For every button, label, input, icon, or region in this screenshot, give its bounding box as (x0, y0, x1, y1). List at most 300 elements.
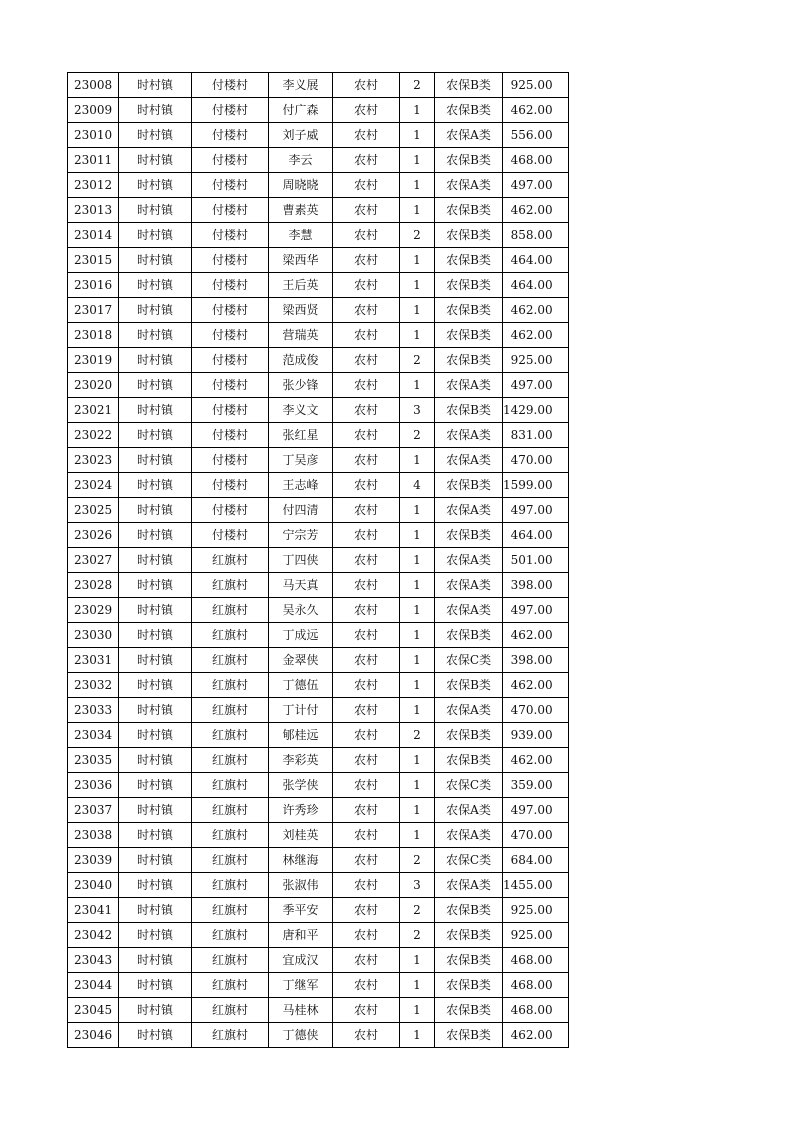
record-id-cell: 23017 (68, 298, 119, 323)
village-cell: 付楼村 (192, 523, 269, 548)
town-cell: 时村镇 (119, 323, 192, 348)
person-name-cell: 付四清 (269, 498, 333, 523)
amount-cell: 464.00 (503, 273, 569, 298)
town-cell: 时村镇 (119, 173, 192, 198)
household-type-cell: 农村 (333, 773, 400, 798)
record-id-cell: 23025 (68, 498, 119, 523)
village-cell: 红旗村 (192, 623, 269, 648)
record-id-cell: 23046 (68, 1023, 119, 1048)
village-cell: 红旗村 (192, 573, 269, 598)
record-id-cell: 23036 (68, 773, 119, 798)
person-name-cell: 郇桂远 (269, 723, 333, 748)
household-type-cell: 农村 (333, 598, 400, 623)
person-name-cell: 范成俊 (269, 348, 333, 373)
household-type-cell: 农村 (333, 998, 400, 1023)
household-type-cell: 农村 (333, 698, 400, 723)
town-cell: 时村镇 (119, 148, 192, 173)
amount-cell: 501.00 (503, 548, 569, 573)
amount-cell: 468.00 (503, 973, 569, 998)
amount-cell: 398.00 (503, 648, 569, 673)
record-id-cell: 23020 (68, 373, 119, 398)
member-count-cell: 1 (400, 498, 435, 523)
record-id-cell: 23032 (68, 673, 119, 698)
village-cell: 付楼村 (192, 373, 269, 398)
person-name-cell: 吴永久 (269, 598, 333, 623)
household-type-cell: 农村 (333, 748, 400, 773)
insurance-class-cell: 农保A类 (435, 423, 503, 448)
household-type-cell: 农村 (333, 223, 400, 248)
household-type-cell: 农村 (333, 123, 400, 148)
household-type-cell: 农村 (333, 148, 400, 173)
town-cell: 时村镇 (119, 98, 192, 123)
person-name-cell: 马天真 (269, 573, 333, 598)
table-row (68, 198, 569, 223)
amount-cell: 939.00 (503, 723, 569, 748)
amount-cell: 462.00 (503, 298, 569, 323)
town-cell: 时村镇 (119, 523, 192, 548)
town-cell: 时村镇 (119, 598, 192, 623)
amount-cell: 684.00 (503, 848, 569, 873)
village-cell: 付楼村 (192, 273, 269, 298)
person-name-cell: 曹素英 (269, 198, 333, 223)
household-type-cell: 农村 (333, 848, 400, 873)
person-name-cell: 李云 (269, 148, 333, 173)
record-id-cell: 23015 (68, 248, 119, 273)
person-name-cell: 马桂林 (269, 998, 333, 1023)
record-id-cell: 23035 (68, 748, 119, 773)
village-cell: 红旗村 (192, 848, 269, 873)
village-cell: 红旗村 (192, 873, 269, 898)
table-row (68, 623, 569, 648)
village-cell: 付楼村 (192, 73, 269, 98)
person-name-cell: 林继海 (269, 848, 333, 873)
household-type-cell: 农村 (333, 898, 400, 923)
town-cell: 时村镇 (119, 473, 192, 498)
member-count-cell: 4 (400, 473, 435, 498)
village-cell: 红旗村 (192, 948, 269, 973)
table-row (68, 423, 569, 448)
person-name-cell: 周晓晓 (269, 173, 333, 198)
member-count-cell: 2 (400, 848, 435, 873)
member-count-cell: 2 (400, 898, 435, 923)
member-count-cell: 1 (400, 523, 435, 548)
table-row (68, 573, 569, 598)
amount-cell: 497.00 (503, 498, 569, 523)
person-name-cell: 梁西华 (269, 248, 333, 273)
person-name-cell: 唐和平 (269, 923, 333, 948)
record-id-cell: 23008 (68, 73, 119, 98)
member-count-cell: 1 (400, 623, 435, 648)
record-id-cell: 23029 (68, 598, 119, 623)
record-id-cell: 23013 (68, 198, 119, 223)
table-row (68, 473, 569, 498)
town-cell: 时村镇 (119, 798, 192, 823)
amount-cell: 497.00 (503, 598, 569, 623)
member-count-cell: 1 (400, 273, 435, 298)
village-cell: 付楼村 (192, 423, 269, 448)
member-count-cell: 1 (400, 98, 435, 123)
village-cell: 付楼村 (192, 98, 269, 123)
household-type-cell: 农村 (333, 723, 400, 748)
village-cell: 红旗村 (192, 973, 269, 998)
insurance-class-cell: 农保A类 (435, 498, 503, 523)
village-cell: 付楼村 (192, 448, 269, 473)
person-name-cell: 丁四侠 (269, 548, 333, 573)
amount-cell: 464.00 (503, 248, 569, 273)
insurance-class-cell: 农保B类 (435, 473, 503, 498)
town-cell: 时村镇 (119, 923, 192, 948)
table-row (68, 98, 569, 123)
town-cell: 时村镇 (119, 948, 192, 973)
insurance-class-cell: 农保B类 (435, 948, 503, 973)
household-type-cell: 农村 (333, 923, 400, 948)
household-type-cell: 农村 (333, 173, 400, 198)
amount-cell: 556.00 (503, 123, 569, 148)
member-count-cell: 2 (400, 423, 435, 448)
person-name-cell: 丁计付 (269, 698, 333, 723)
household-type-cell: 农村 (333, 673, 400, 698)
insurance-class-cell: 农保B类 (435, 98, 503, 123)
village-cell: 红旗村 (192, 698, 269, 723)
village-cell: 付楼村 (192, 348, 269, 373)
table-row (68, 1023, 569, 1048)
table-row (68, 798, 569, 823)
record-id-cell: 23009 (68, 98, 119, 123)
village-cell: 付楼村 (192, 323, 269, 348)
insurance-class-cell: 农保B类 (435, 398, 503, 423)
table-row (68, 398, 569, 423)
insurance-class-cell: 农保A类 (435, 598, 503, 623)
insurance-class-cell: 农保A类 (435, 698, 503, 723)
village-cell: 红旗村 (192, 998, 269, 1023)
table-row (68, 723, 569, 748)
amount-cell: 925.00 (503, 923, 569, 948)
person-name-cell: 季平安 (269, 898, 333, 923)
town-cell: 时村镇 (119, 498, 192, 523)
insurance-class-cell: 农保B类 (435, 323, 503, 348)
record-id-cell: 23040 (68, 873, 119, 898)
town-cell: 时村镇 (119, 198, 192, 223)
insurance-class-cell: 农保B类 (435, 298, 503, 323)
person-name-cell: 丁成远 (269, 623, 333, 648)
amount-cell: 925.00 (503, 898, 569, 923)
amount-cell: 497.00 (503, 798, 569, 823)
town-cell: 时村镇 (119, 623, 192, 648)
table-row (68, 273, 569, 298)
insurance-class-cell: 农保B类 (435, 523, 503, 548)
town-cell: 时村镇 (119, 73, 192, 98)
household-type-cell: 农村 (333, 1023, 400, 1048)
amount-cell: 359.00 (503, 773, 569, 798)
village-cell: 付楼村 (192, 473, 269, 498)
person-name-cell: 刘桂英 (269, 823, 333, 848)
record-id-cell: 23038 (68, 823, 119, 848)
table-row (68, 173, 569, 198)
town-cell: 时村镇 (119, 998, 192, 1023)
town-cell: 时村镇 (119, 373, 192, 398)
member-count-cell: 1 (400, 1023, 435, 1048)
table-row (68, 698, 569, 723)
table-row (68, 123, 569, 148)
village-cell: 付楼村 (192, 223, 269, 248)
insurance-class-cell: 农保B类 (435, 748, 503, 773)
insurance-class-cell: 农保C类 (435, 848, 503, 873)
amount-cell: 464.00 (503, 523, 569, 548)
town-cell: 时村镇 (119, 748, 192, 773)
member-count-cell: 1 (400, 748, 435, 773)
person-name-cell: 丁继军 (269, 973, 333, 998)
amount-cell: 462.00 (503, 1023, 569, 1048)
town-cell: 时村镇 (119, 223, 192, 248)
town-cell: 时村镇 (119, 723, 192, 748)
table-row (68, 223, 569, 248)
member-count-cell: 1 (400, 548, 435, 573)
village-cell: 红旗村 (192, 648, 269, 673)
insurance-class-cell: 农保B类 (435, 248, 503, 273)
town-cell: 时村镇 (119, 848, 192, 873)
table-row (68, 73, 569, 98)
household-type-cell: 农村 (333, 523, 400, 548)
village-cell: 红旗村 (192, 598, 269, 623)
record-id-cell: 23045 (68, 998, 119, 1023)
household-type-cell: 农村 (333, 498, 400, 523)
person-name-cell: 梁西贤 (269, 298, 333, 323)
town-cell: 时村镇 (119, 298, 192, 323)
insurance-class-cell: 农保B类 (435, 923, 503, 948)
member-count-cell: 1 (400, 698, 435, 723)
record-id-cell: 23034 (68, 723, 119, 748)
town-cell: 时村镇 (119, 898, 192, 923)
household-type-cell: 农村 (333, 73, 400, 98)
member-count-cell: 1 (400, 648, 435, 673)
village-cell: 红旗村 (192, 823, 269, 848)
insurance-class-cell: 农保B类 (435, 973, 503, 998)
record-id-cell: 23022 (68, 423, 119, 448)
town-cell: 时村镇 (119, 698, 192, 723)
household-type-cell: 农村 (333, 948, 400, 973)
member-count-cell: 1 (400, 773, 435, 798)
person-name-cell: 宜成汉 (269, 948, 333, 973)
record-id-cell: 23033 (68, 698, 119, 723)
table-row (68, 898, 569, 923)
member-count-cell: 1 (400, 323, 435, 348)
town-cell: 时村镇 (119, 773, 192, 798)
amount-cell: 462.00 (503, 748, 569, 773)
household-type-cell: 农村 (333, 248, 400, 273)
record-id-cell: 23010 (68, 123, 119, 148)
person-name-cell: 丁吴彦 (269, 448, 333, 473)
record-id-cell: 23021 (68, 398, 119, 423)
household-type-cell: 农村 (333, 98, 400, 123)
amount-cell: 468.00 (503, 148, 569, 173)
amount-cell: 1599.00 (503, 473, 569, 498)
table-row (68, 298, 569, 323)
insurance-class-cell: 农保B类 (435, 73, 503, 98)
record-id-cell: 23019 (68, 348, 119, 373)
record-id-cell: 23030 (68, 623, 119, 648)
person-name-cell: 李义展 (269, 73, 333, 98)
person-name-cell: 李义文 (269, 398, 333, 423)
person-name-cell: 丁德侠 (269, 1023, 333, 1048)
record-id-cell: 23027 (68, 548, 119, 573)
household-type-cell: 农村 (333, 873, 400, 898)
record-id-cell: 23023 (68, 448, 119, 473)
village-cell: 付楼村 (192, 173, 269, 198)
insurance-class-cell: 农保A类 (435, 123, 503, 148)
amount-cell: 470.00 (503, 823, 569, 848)
amount-cell: 470.00 (503, 448, 569, 473)
table-row (68, 373, 569, 398)
person-name-cell: 张红星 (269, 423, 333, 448)
person-name-cell: 张学侠 (269, 773, 333, 798)
member-count-cell: 1 (400, 448, 435, 473)
village-cell: 付楼村 (192, 398, 269, 423)
person-name-cell: 王后英 (269, 273, 333, 298)
amount-cell: 925.00 (503, 348, 569, 373)
member-count-cell: 1 (400, 973, 435, 998)
member-count-cell: 2 (400, 223, 435, 248)
village-cell: 红旗村 (192, 773, 269, 798)
table-row (68, 498, 569, 523)
insurance-class-cell: 农保A类 (435, 573, 503, 598)
table-row (68, 548, 569, 573)
person-name-cell: 丁德伍 (269, 673, 333, 698)
village-cell: 付楼村 (192, 248, 269, 273)
insurance-class-cell: 农保B类 (435, 623, 503, 648)
town-cell: 时村镇 (119, 248, 192, 273)
amount-cell: 462.00 (503, 198, 569, 223)
household-type-cell: 农村 (333, 798, 400, 823)
record-id-cell: 23028 (68, 573, 119, 598)
person-name-cell: 付广森 (269, 98, 333, 123)
household-type-cell: 农村 (333, 398, 400, 423)
household-type-cell: 农村 (333, 573, 400, 598)
record-id-cell: 23043 (68, 948, 119, 973)
records-table (67, 72, 569, 1048)
town-cell: 时村镇 (119, 348, 192, 373)
table-row (68, 598, 569, 623)
town-cell: 时村镇 (119, 123, 192, 148)
town-cell: 时村镇 (119, 973, 192, 998)
town-cell: 时村镇 (119, 573, 192, 598)
member-count-cell: 2 (400, 723, 435, 748)
member-count-cell: 1 (400, 998, 435, 1023)
town-cell: 时村镇 (119, 823, 192, 848)
household-type-cell: 农村 (333, 373, 400, 398)
household-type-cell: 农村 (333, 198, 400, 223)
amount-cell: 468.00 (503, 948, 569, 973)
household-type-cell: 农村 (333, 473, 400, 498)
town-cell: 时村镇 (119, 873, 192, 898)
village-cell: 付楼村 (192, 498, 269, 523)
insurance-class-cell: 农保B类 (435, 673, 503, 698)
insurance-class-cell: 农保A类 (435, 548, 503, 573)
insurance-class-cell: 农保B类 (435, 348, 503, 373)
member-count-cell: 3 (400, 873, 435, 898)
record-id-cell: 23039 (68, 848, 119, 873)
person-name-cell: 王志峰 (269, 473, 333, 498)
village-cell: 红旗村 (192, 1023, 269, 1048)
insurance-class-cell: 农保A类 (435, 448, 503, 473)
member-count-cell: 1 (400, 373, 435, 398)
member-count-cell: 1 (400, 823, 435, 848)
town-cell: 时村镇 (119, 273, 192, 298)
amount-cell: 462.00 (503, 323, 569, 348)
town-cell: 时村镇 (119, 673, 192, 698)
village-cell: 红旗村 (192, 723, 269, 748)
record-id-cell: 23012 (68, 173, 119, 198)
member-count-cell: 1 (400, 573, 435, 598)
amount-cell: 398.00 (503, 573, 569, 598)
record-id-cell: 23011 (68, 148, 119, 173)
table-row (68, 748, 569, 773)
table-row (68, 998, 569, 1023)
table-row (68, 448, 569, 473)
household-type-cell: 农村 (333, 648, 400, 673)
member-count-cell: 2 (400, 348, 435, 373)
insurance-class-cell: 农保B类 (435, 723, 503, 748)
village-cell: 付楼村 (192, 198, 269, 223)
person-name-cell: 李彩英 (269, 748, 333, 773)
member-count-cell: 1 (400, 248, 435, 273)
amount-cell: 470.00 (503, 698, 569, 723)
household-type-cell: 农村 (333, 448, 400, 473)
amount-cell: 462.00 (503, 98, 569, 123)
village-cell: 付楼村 (192, 123, 269, 148)
amount-cell: 497.00 (503, 373, 569, 398)
table-row (68, 648, 569, 673)
insurance-class-cell: 农保C类 (435, 773, 503, 798)
amount-cell: 831.00 (503, 423, 569, 448)
household-type-cell: 农村 (333, 423, 400, 448)
record-id-cell: 23026 (68, 523, 119, 548)
member-count-cell: 3 (400, 398, 435, 423)
amount-cell: 462.00 (503, 623, 569, 648)
insurance-class-cell: 农保A类 (435, 173, 503, 198)
table-row (68, 923, 569, 948)
household-type-cell: 农村 (333, 348, 400, 373)
insurance-class-cell: 农保B类 (435, 998, 503, 1023)
member-count-cell: 1 (400, 673, 435, 698)
household-type-cell: 农村 (333, 273, 400, 298)
amount-cell: 1455.00 (503, 873, 569, 898)
member-count-cell: 1 (400, 598, 435, 623)
town-cell: 时村镇 (119, 648, 192, 673)
table-row (68, 523, 569, 548)
person-name-cell: 张少锋 (269, 373, 333, 398)
amount-cell: 462.00 (503, 673, 569, 698)
insurance-class-cell: 农保B类 (435, 223, 503, 248)
household-type-cell: 农村 (333, 623, 400, 648)
member-count-cell: 1 (400, 298, 435, 323)
member-count-cell: 1 (400, 798, 435, 823)
village-cell: 红旗村 (192, 673, 269, 698)
person-name-cell: 金翠侠 (269, 648, 333, 673)
household-type-cell: 农村 (333, 323, 400, 348)
table-row (68, 823, 569, 848)
record-id-cell: 23031 (68, 648, 119, 673)
member-count-cell: 2 (400, 923, 435, 948)
member-count-cell: 2 (400, 73, 435, 98)
table-row (68, 248, 569, 273)
table-row (68, 873, 569, 898)
village-cell: 红旗村 (192, 798, 269, 823)
household-type-cell: 农村 (333, 823, 400, 848)
household-type-cell: 农村 (333, 548, 400, 573)
record-id-cell: 23041 (68, 898, 119, 923)
insurance-class-cell: 农保A类 (435, 873, 503, 898)
record-id-cell: 23014 (68, 223, 119, 248)
